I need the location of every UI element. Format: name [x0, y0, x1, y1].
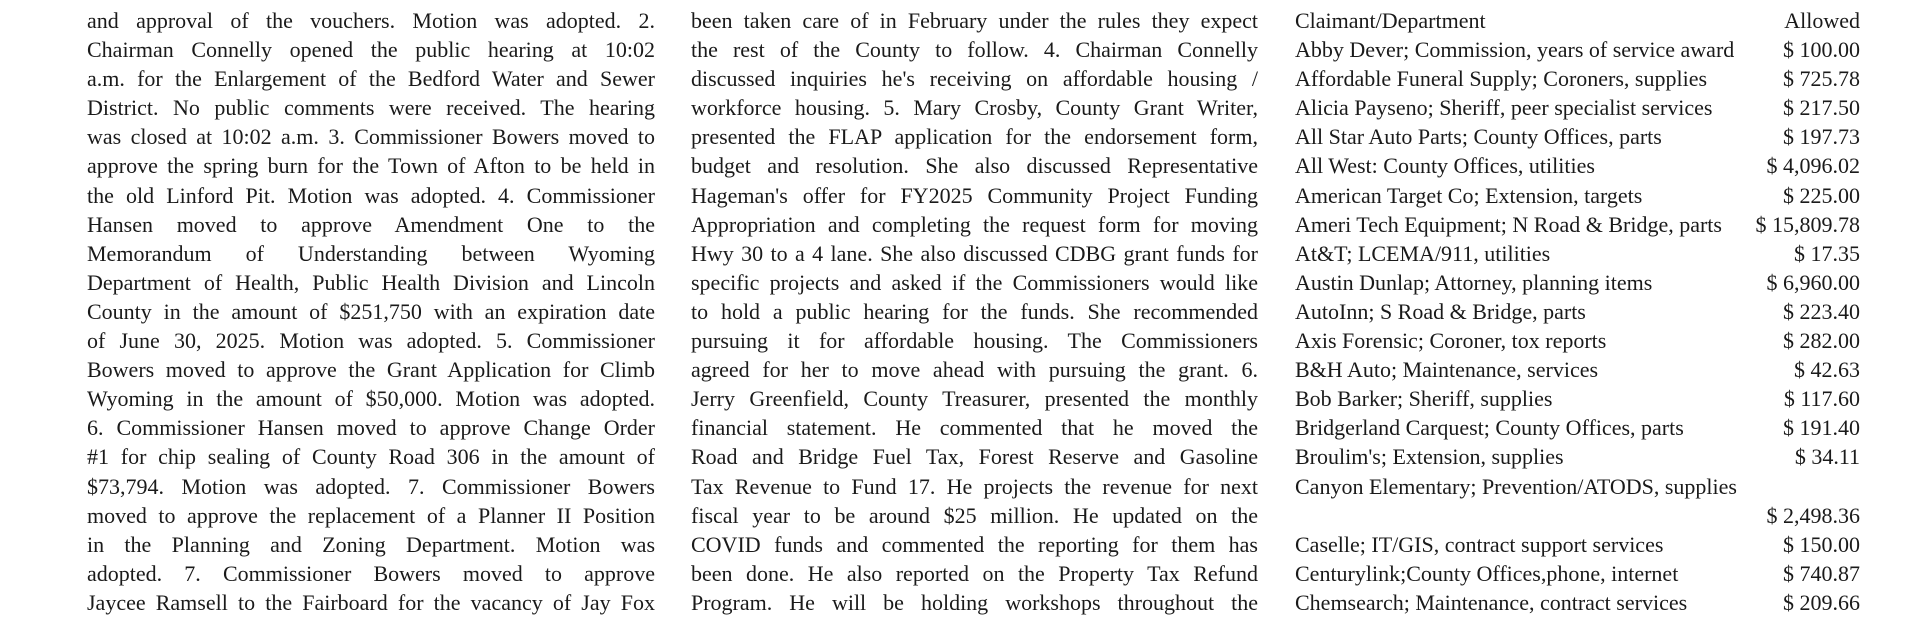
text-line: a.m. for the Enlargement of the Bedford Water and Sewer [87, 66, 655, 92]
allowed-amount: $ 6,960.00 [1766, 269, 1860, 295]
article-column-1 [87, 6, 655, 617]
text-line: $73,794. Motion was adopted. 7. Commissioner Bowers [87, 473, 655, 499]
allowed-amount: $ 17.35 [1794, 240, 1860, 266]
allowed-amount: $ 4,096.02 [1766, 153, 1860, 179]
text-line: Jerry Greenfield, County Treasurer, presented the monthly [691, 386, 1258, 412]
text-line: County in the amount of $251,750 with an expiration date [87, 298, 655, 324]
text-line: was closed at 10:02 a.m. 3. Commissioner Bowers moved to [87, 124, 655, 150]
text-line: in the Planning and Zoning Department. Motion was [87, 531, 655, 557]
allowed-amount: $ 191.40 [1783, 415, 1860, 441]
article-column-2 [691, 6, 1258, 617]
allowed-amount: $ 725.78 [1783, 66, 1860, 92]
text-line: Memorandum of Understanding between Wyoming [87, 240, 655, 266]
claimant-department: Chemsearch; Maintenance, contract services [1295, 589, 1688, 615]
text-line: been done. He also reported on the Property Tax Refund [691, 560, 1258, 586]
allowed-amount: $ 282.00 [1783, 328, 1860, 354]
text-line: Appropriation and completing the request form for moving [691, 211, 1258, 237]
claims-row [1295, 297, 1860, 326]
claimant-department: B&H Auto; Maintenance, services [1295, 357, 1599, 383]
claimant-department: Affordable Funeral Supply; Coroners, supplies [1295, 66, 1708, 92]
allowed-amount: $ 217.50 [1783, 95, 1860, 121]
text-line: presented the FLAP application for the endorsement form, [691, 124, 1258, 150]
text-line: financial statement. He commented that he moved the [691, 415, 1258, 441]
text-line: #1 for chip sealing of County Road 306 in the amount of [87, 444, 655, 470]
allowed-amount: $ 209.66 [1783, 589, 1860, 615]
claimant-department: Ameri Tech Equipment; N Road & Bridge, parts [1295, 211, 1722, 237]
text-line: District. No public comments were received. The hearing [87, 95, 655, 121]
text-line: to hold a public hearing for the funds. She recommended [691, 298, 1258, 324]
claimant-department: Canyon Elementary; Prevention/ATODS, supplies [1295, 473, 1737, 499]
allowed-amount: $ 740.87 [1783, 560, 1860, 586]
allowed-amount: $ 2,498.36 [1766, 502, 1860, 528]
allowed-amount: $ 42.63 [1794, 357, 1860, 383]
text-line: Bowers moved to approve the Grant Application for Climb [87, 357, 655, 383]
allowed-amount: $ 197.73 [1783, 124, 1860, 150]
claimant-header: Claimant/Department [1295, 8, 1486, 33]
claims-row [1295, 355, 1860, 384]
claims-row [1295, 35, 1860, 64]
claimant-department: At&T; LCEMA/911, utilities [1295, 240, 1551, 266]
allowed-amount: $ 15,809.78 [1755, 211, 1860, 237]
text-line: fiscal year to be around $25 million. He updated on the [691, 502, 1258, 528]
claimant-department: Austin Dunlap; Attorney, planning items [1295, 269, 1653, 295]
claims-row [1295, 151, 1860, 180]
text-line: Road and Bridge Fuel Tax, Forest Reserve and Gasoline [691, 444, 1258, 470]
claimant-department: AutoInn; S Road & Bridge, parts [1295, 298, 1586, 324]
text-line: the rest of the County to follow. 4. Chairman Connelly [691, 37, 1258, 63]
allowed-amount: $ 117.60 [1783, 386, 1860, 412]
text-line: Tax Revenue to Fund 17. He projects the revenue for next [691, 473, 1258, 499]
claims-row [1295, 239, 1860, 268]
claims-table [1295, 6, 1860, 617]
text-line: pursuing it for affordable housing. The Commissioners [691, 328, 1258, 354]
claims-row [1295, 442, 1860, 471]
text-line: discussed inquiries he's receiving on affordable housing / [691, 66, 1258, 92]
allowed-amount: $ 150.00 [1783, 531, 1860, 557]
text-line: Jaycee Ramsell to the Fairboard for the vacancy of Jay Fox [87, 589, 655, 615]
text-line: Chairman Connelly opened the public hearing at 10:02 [87, 37, 655, 63]
text-line: been taken care of in February under the rules they expect [691, 8, 1258, 33]
claims-row [1295, 588, 1860, 617]
text-line: adopted. 7. Commissioner Bowers moved to approve [87, 560, 655, 586]
claimant-department: Centurylink;County Offices,phone, internet [1295, 560, 1679, 586]
claims-row [1295, 64, 1860, 93]
claims-row [1295, 268, 1860, 297]
claims-row [1295, 413, 1860, 442]
claims-row [1295, 384, 1860, 413]
claims-row [1295, 181, 1860, 210]
claims-row [1295, 326, 1860, 355]
text-line: Department of Health, Public Health Division and Lincoln [87, 269, 655, 295]
claimant-department: Caselle; IT/GIS, contract support services [1295, 531, 1664, 557]
claims-table-header [1295, 6, 1860, 35]
claimant-department: Bridgerland Carquest; County Offices, parts [1295, 415, 1684, 441]
text-line: specific projects and asked if the Commissioners would like [691, 269, 1258, 295]
claimant-department: Bob Barker; Sheriff, supplies [1295, 386, 1553, 412]
claimant-department: Axis Forensic; Coroner, tox reports [1295, 328, 1607, 354]
claims-row [1295, 93, 1860, 122]
claims-row [1295, 559, 1860, 588]
claimant-department: Alicia Payseno; Sheriff, peer specialist services [1295, 95, 1713, 121]
claims-row [1295, 210, 1860, 239]
text-line: Program. He will be holding workshops throughout the [691, 589, 1258, 615]
claims-row [1295, 122, 1860, 151]
allowed-header: Allowed [1784, 8, 1860, 33]
text-line: agreed for her to move ahead with pursuing the grant. 6. [691, 357, 1258, 383]
claimant-department: Abby Dever; Commission, years of service award [1295, 37, 1735, 63]
claimant-department: All Star Auto Parts; County Offices, parts [1295, 124, 1662, 150]
claimant-department: All West: County Offices, utilities [1295, 153, 1595, 179]
claims-row [1295, 530, 1860, 559]
text-line: Hansen moved to approve Amendment One to the [87, 211, 655, 237]
text-line: moved to approve the replacement of a Planner II Position [87, 502, 655, 528]
text-line: workforce housing. 5. Mary Crosby, County Grant Writer, [691, 95, 1258, 121]
allowed-amount: $ 34.11 [1794, 444, 1860, 470]
allowed-amount: $ 223.40 [1783, 298, 1860, 324]
allowed-amount: $ 100.00 [1783, 37, 1860, 63]
text-line: Hageman's offer for FY2025 Community Project Funding [691, 182, 1258, 208]
text-line: Wyoming in the amount of $50,000. Motion was adopted. [87, 386, 655, 412]
text-line: and approval of the vouchers. Motion was adopted. 2. [87, 8, 655, 33]
claimant-department: American Target Co; Extension, targets [1295, 182, 1643, 208]
text-line: 6. Commissioner Hansen moved to approve Change Order [87, 415, 655, 441]
text-line: the old Linford Pit. Motion was adopted. 4. Commissioner [87, 182, 655, 208]
claims-row [1295, 472, 1860, 501]
text-line: Hwy 30 to a 4 lane. She also discussed CDBG grant funds for [691, 240, 1258, 266]
claimant-department: Broulim's; Extension, supplies [1295, 444, 1564, 470]
allowed-amount: $ 225.00 [1783, 182, 1860, 208]
text-line: approve the spring burn for the Town of Afton to be held in [87, 153, 655, 179]
text-line: of June 30, 2025. Motion was adopted. 5. Commissioner [87, 328, 655, 354]
text-line: budget and resolution. She also discussed Representative [691, 153, 1258, 179]
text-line: COVID funds and commented the reporting for them has [691, 531, 1258, 557]
claims-row [1295, 501, 1860, 530]
